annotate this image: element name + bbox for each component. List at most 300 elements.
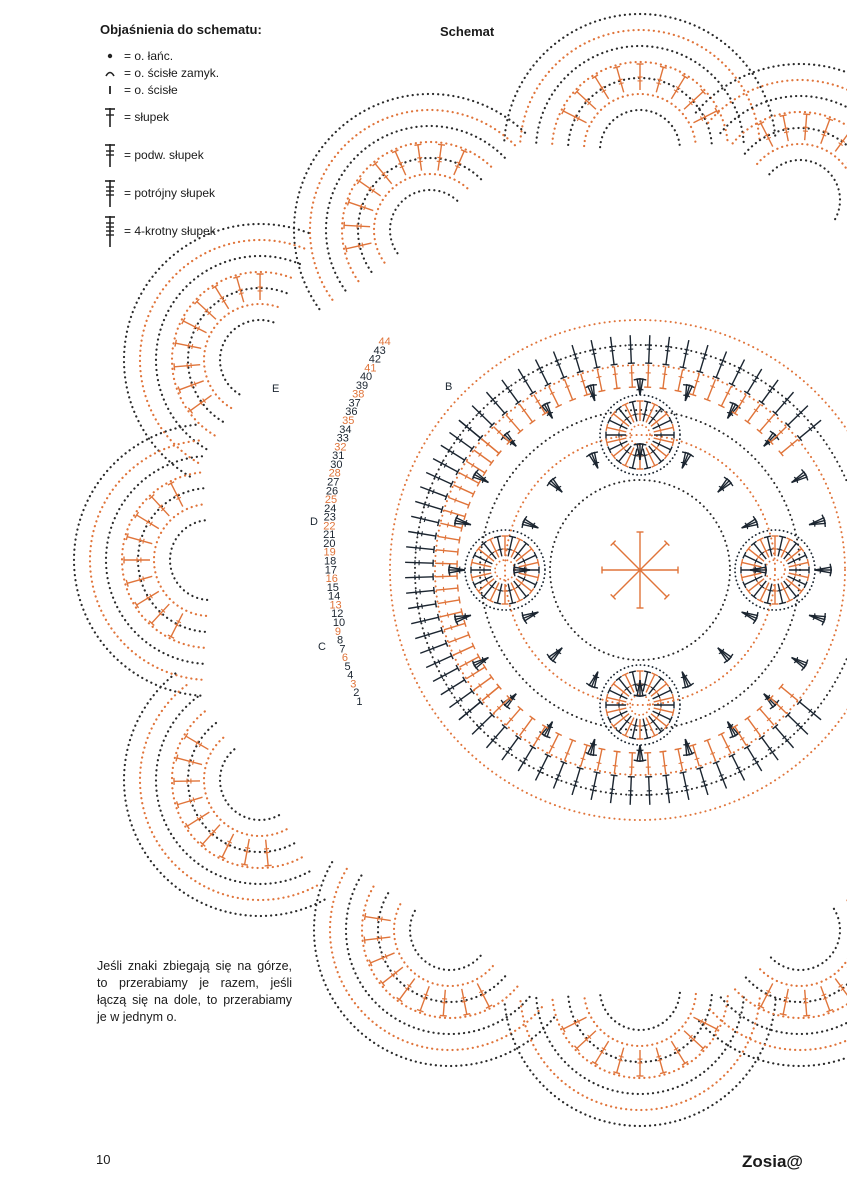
legend-title: Objaśnienia do schematu: <box>100 22 262 37</box>
wheel-stitch <box>518 555 536 564</box>
stitch-bar <box>592 353 597 354</box>
row-label: 23 <box>323 511 336 524</box>
stitch-bar <box>193 760 194 765</box>
wheel-stitch <box>472 562 491 566</box>
center-ray <box>640 543 667 570</box>
marker-label: B <box>445 381 453 393</box>
stitch-bar <box>507 549 512 550</box>
stitch-top <box>471 559 473 566</box>
wheel-stitch <box>607 708 626 712</box>
stitch-top <box>659 751 666 752</box>
row-label: 12 <box>331 608 344 621</box>
row-label: 17 <box>324 564 337 577</box>
border-fan-stitch <box>663 367 666 389</box>
chain-arc <box>156 696 309 884</box>
stitch-bar <box>498 590 503 591</box>
stitch-top <box>629 401 636 403</box>
chain-arc <box>745 128 847 238</box>
fan-stitch <box>553 479 562 492</box>
stitch-bar <box>437 157 442 158</box>
border-fan-stitch <box>648 753 649 775</box>
stitch-bar <box>795 572 796 577</box>
wheel-stitch <box>474 576 492 585</box>
border-fan-stitch <box>549 734 559 754</box>
chain-arc <box>584 994 696 1046</box>
stitch-top <box>629 467 636 469</box>
stitch-bar <box>656 83 661 84</box>
stitch-bar <box>665 789 670 790</box>
wheel-stitch <box>609 711 627 720</box>
stitch-top <box>547 654 551 660</box>
stitch-bar <box>428 632 429 637</box>
wheel-stitch <box>742 573 761 577</box>
stitch-top <box>675 748 682 749</box>
border-fan-stitch <box>678 369 683 391</box>
row-label: 9 <box>334 625 342 638</box>
wheel-stitch <box>654 427 673 431</box>
stitch-bar <box>451 625 452 630</box>
stitch-bar <box>498 549 503 550</box>
stitch-top <box>126 580 128 587</box>
stitch-bar <box>777 590 782 591</box>
border-fan-stitch <box>438 600 460 604</box>
wheel-stitch <box>490 583 499 601</box>
wheel-stitch <box>497 537 501 556</box>
row-label: 8 <box>337 634 344 647</box>
stitch-bar <box>484 563 485 568</box>
stitch-bar <box>424 633 425 638</box>
border-fan-stitch <box>663 752 666 774</box>
border-fan-stitch <box>534 727 545 746</box>
stitch-bar <box>619 83 624 84</box>
border-fan-stitch <box>520 718 533 736</box>
chain-arc <box>342 142 494 281</box>
row-label: 3 <box>350 678 357 691</box>
stitch-bar <box>143 539 144 544</box>
border-fan-stitch <box>748 718 761 736</box>
chain-arc <box>314 858 554 1066</box>
stitch-bar <box>422 604 423 609</box>
border-fan-stitch <box>520 404 533 422</box>
row-label: 24 <box>324 502 337 515</box>
stitch-top <box>494 602 501 604</box>
stitch-bar <box>362 243 363 248</box>
stitch-top <box>659 388 666 389</box>
wheel-stitch <box>778 584 782 603</box>
border-fan-stitch <box>707 740 715 760</box>
stitch-bar <box>684 786 689 787</box>
stitch-bar <box>381 936 382 941</box>
border-fan-stitch <box>435 576 457 577</box>
stitch-top <box>530 420 536 424</box>
border-fan-stitch <box>614 367 617 389</box>
stitch-top <box>613 66 620 68</box>
wheel-stitch <box>646 674 655 692</box>
chain-arc <box>106 456 203 663</box>
chain-arc <box>220 320 276 394</box>
stitch-bar <box>660 698 661 703</box>
stitch-bar <box>619 428 620 433</box>
stitch-top <box>606 709 608 716</box>
stitch-bar <box>613 374 618 375</box>
row-label: 14 <box>327 590 341 603</box>
wheel-stitch <box>643 672 647 691</box>
stitch-top <box>537 574 539 581</box>
row-label: 41 <box>364 362 377 375</box>
wheel-stitch <box>744 555 762 564</box>
row-label: 43 <box>373 344 386 357</box>
stitch-bar <box>662 765 667 766</box>
stitch-bar <box>581 380 586 381</box>
stitch-bar <box>484 572 485 577</box>
border-fan-stitch <box>735 727 746 746</box>
row-labels <box>272 336 452 708</box>
stitch-top <box>591 452 598 453</box>
chain-arc <box>600 993 680 1030</box>
stitch-bar <box>613 765 618 766</box>
border-fan-stitch <box>474 450 492 463</box>
stitch-bar <box>619 707 620 712</box>
stitch-top <box>779 602 786 604</box>
stitch-top <box>463 1014 470 1015</box>
stitch-bar <box>777 549 782 550</box>
stitch-top <box>490 674 494 680</box>
stitch-bar <box>642 725 647 726</box>
stitch-top <box>644 737 651 739</box>
stitch-top <box>174 363 175 370</box>
row-label: 10 <box>332 616 346 629</box>
border-fan-stitch <box>678 749 683 771</box>
wheel-stitch <box>760 539 769 557</box>
stitch-bar <box>437 161 442 162</box>
row-label: 33 <box>336 432 349 445</box>
legend-text: = o. ścisłe <box>124 82 178 97</box>
chain-arc <box>708 867 847 1050</box>
wheel-stitch <box>497 584 501 603</box>
stitch-bar <box>574 358 579 359</box>
fan-stitch <box>549 648 562 657</box>
stitch-top <box>606 439 608 446</box>
wheel-stitch <box>653 711 671 720</box>
chain-arc <box>156 256 301 449</box>
stitch-top <box>441 506 443 513</box>
stitch-top <box>764 536 771 538</box>
border-fan-stitch <box>781 439 798 453</box>
border-fan-stitch <box>453 646 473 655</box>
chain-arc <box>394 900 493 986</box>
wheel-stitch <box>607 427 626 431</box>
legend-text: = 4-krotny słupek <box>124 224 216 238</box>
wheel-stitch <box>625 674 634 692</box>
stitch-top <box>434 587 435 594</box>
stitch-symbols <box>124 64 847 1076</box>
chain-arc <box>172 709 302 868</box>
wheel-stitch <box>778 537 782 556</box>
petal-stitch <box>835 979 847 1000</box>
stitch-bar <box>139 577 140 582</box>
stitch-bar <box>660 707 661 712</box>
stitch-top <box>438 614 440 621</box>
border-fan-stitch <box>648 365 649 387</box>
border-fan-stitch <box>482 687 499 701</box>
stitch-top <box>490 460 494 466</box>
wheel-stitch <box>609 441 627 450</box>
wheel-stitch <box>472 573 491 577</box>
stitch-top <box>586 683 592 687</box>
chain-arc <box>584 94 696 146</box>
wheel-stitch <box>767 537 771 556</box>
border-fan-stitch <box>565 379 573 399</box>
border-fan-stitch <box>565 740 573 760</box>
chain-arc <box>536 46 743 143</box>
stitch-bar <box>581 758 586 759</box>
stitch-bar <box>592 786 597 787</box>
stitch-bar <box>422 531 423 536</box>
marker-label: D <box>310 516 318 528</box>
chain-arc <box>390 190 459 253</box>
border-fan-stitch <box>631 365 632 387</box>
stitch-bar <box>420 619 421 624</box>
wheel-stitch <box>742 562 761 566</box>
center-ray <box>640 570 667 597</box>
stitch-top <box>590 385 597 386</box>
stitch-top <box>757 521 758 528</box>
chain-arc <box>600 110 680 147</box>
stitch-bar <box>451 510 452 515</box>
stitch-top <box>660 1072 667 1074</box>
stitch-bar <box>381 917 382 922</box>
stitch-top <box>464 513 466 520</box>
stitch-top <box>662 364 669 365</box>
wheel-stitch <box>511 539 520 557</box>
stitch-top <box>629 737 636 739</box>
stitch-top <box>682 687 689 688</box>
border-fan-stitch <box>760 709 774 726</box>
stitch-bar <box>660 437 661 442</box>
stitch-top <box>438 144 445 145</box>
chain-arc <box>294 94 528 309</box>
stitch-bar <box>784 997 789 998</box>
chain-arc <box>154 504 206 616</box>
chain-arc <box>769 909 840 970</box>
row-label: 39 <box>355 379 369 392</box>
wheel-stitch <box>643 719 647 738</box>
stitch-top <box>614 751 621 752</box>
wheel-stitch <box>625 448 634 466</box>
center-ray <box>613 543 640 570</box>
stitch-top <box>265 865 272 866</box>
stitch-bar <box>619 698 620 703</box>
stitch-top <box>745 420 751 424</box>
wheel-stitch <box>654 438 673 442</box>
stitch-bar <box>139 538 140 543</box>
stitch-bar <box>597 762 602 763</box>
stitch-bar <box>424 502 425 507</box>
wheel-stitch <box>654 697 673 701</box>
stitch-top <box>175 340 176 347</box>
wheel-stitch <box>632 719 636 738</box>
stitch-bar <box>642 414 647 415</box>
stitch-bar <box>189 799 190 804</box>
stitch-top <box>672 424 674 431</box>
stitch-bar <box>193 797 194 802</box>
border-fan-stitch <box>549 386 559 406</box>
row-label: 30 <box>330 458 343 471</box>
row-label: 34 <box>339 423 352 436</box>
stitch-top <box>662 775 669 776</box>
stitch-top <box>644 401 651 403</box>
stitch-bar <box>143 576 144 581</box>
stitch-bar <box>684 349 689 350</box>
stitch-top <box>530 716 536 720</box>
wheel-stitch <box>788 576 806 585</box>
stitch-bar <box>618 79 623 80</box>
stitch-bar <box>701 781 706 782</box>
wheel-stitch <box>632 402 636 421</box>
stitch-bar <box>795 563 796 568</box>
stitch-top <box>523 516 527 522</box>
wheel-stitch <box>474 555 492 564</box>
chain-arc <box>757 144 847 230</box>
border-fan-stitch <box>436 550 458 552</box>
page-number: 10 <box>96 1152 111 1167</box>
stitch-top <box>504 431 510 435</box>
stitch-bar <box>445 600 446 605</box>
row-label: 25 <box>324 494 338 507</box>
stitch-top <box>741 559 743 566</box>
chain-arc <box>708 80 847 263</box>
border-fan-stitch <box>506 415 520 432</box>
row-label: 2 <box>353 687 360 700</box>
marker-label: C <box>318 641 326 653</box>
stitch-top <box>537 559 539 566</box>
chain-arc <box>733 112 847 247</box>
stitch-top <box>675 390 682 391</box>
stitch-bar <box>619 437 620 442</box>
stitch-top <box>365 913 366 920</box>
border-fan-stitch <box>748 404 761 422</box>
stitch-bar <box>364 205 366 210</box>
wheel-stitch <box>653 690 671 699</box>
center-ray <box>613 570 640 597</box>
stitch-top <box>803 114 810 115</box>
border-fan-stitch <box>448 497 469 505</box>
stitch-top <box>509 602 516 604</box>
chain-arc <box>220 748 279 820</box>
stitch-bar <box>701 358 706 359</box>
wheel-stitch <box>609 690 627 699</box>
border-fan-stitch <box>435 563 457 564</box>
stitch-top <box>614 388 621 389</box>
stitch-bar <box>695 380 700 381</box>
stitch-top <box>414 144 421 145</box>
stitch-top <box>522 612 523 619</box>
row-label: 27 <box>327 476 340 489</box>
stitch-bar <box>609 346 614 347</box>
stitch-top <box>458 585 459 592</box>
stitch-top <box>594 772 601 773</box>
stitch-top <box>741 574 743 581</box>
stitch-bar <box>784 132 789 133</box>
stitch-top <box>241 864 248 865</box>
chain-arc <box>204 735 287 836</box>
row-label: 15 <box>326 581 339 594</box>
stitch-bar <box>633 725 638 726</box>
stitch-top <box>770 705 776 709</box>
stitch-top <box>176 755 178 762</box>
stitch-top <box>690 394 697 396</box>
stitch-bar <box>660 428 661 433</box>
row-label: 42 <box>368 353 382 366</box>
stitch-bar <box>684 353 689 354</box>
border-fan-stitch <box>444 510 465 516</box>
stitch-top <box>509 536 516 538</box>
stitch-top <box>435 600 436 607</box>
stitch-bar <box>610 789 615 790</box>
stitch-top <box>455 613 456 620</box>
stitch-bar <box>679 762 684 763</box>
chain-arc <box>140 683 317 900</box>
row-label: 40 <box>359 371 373 384</box>
stitch-bar <box>591 790 596 791</box>
legend-text: = podw. słupek <box>124 148 204 162</box>
wheel-stitch <box>519 573 538 577</box>
stitch-bar <box>768 590 773 591</box>
stitch-top <box>459 597 460 604</box>
row-label: 1 <box>356 696 363 708</box>
stitch-top <box>753 618 757 624</box>
chain-arc <box>696 858 847 1066</box>
border-fan-stitch <box>453 485 473 494</box>
row-label: 31 <box>332 450 345 463</box>
stitch-top <box>644 467 651 469</box>
chain-arc <box>140 240 307 463</box>
row-label: 4 <box>347 669 354 682</box>
stitch-bar <box>418 161 423 162</box>
stitch-top <box>584 744 591 746</box>
stitch-bar <box>610 350 615 351</box>
fan-stitch <box>718 483 731 492</box>
stitch-top <box>494 536 501 538</box>
border-fan-stitch <box>707 379 715 399</box>
chain-arc <box>769 160 840 221</box>
stitch-top <box>606 694 608 701</box>
schemat-title: Schemat <box>440 24 495 39</box>
stitch-top <box>233 276 240 278</box>
stitch-bar <box>619 1056 624 1057</box>
stitch-bar <box>447 523 448 528</box>
chain-arc <box>124 224 313 477</box>
stitch-top <box>471 574 473 581</box>
border-fan-stitch <box>693 374 699 395</box>
stitch-top <box>779 536 786 538</box>
stitch-bar <box>597 376 602 377</box>
stitch-bar <box>768 549 773 550</box>
chain-arc <box>310 110 517 300</box>
stitch-top <box>780 1014 787 1015</box>
stitch-top <box>672 709 674 716</box>
stitch-bar <box>703 785 708 786</box>
stitch-top <box>803 1015 810 1016</box>
stitch-bar <box>424 618 425 623</box>
chain-arc <box>330 867 542 1050</box>
stitch-bar <box>417 157 422 158</box>
row-label: 5 <box>344 660 351 673</box>
stitch-top <box>807 574 809 581</box>
border-fan-stitch <box>721 734 731 754</box>
stitch-top <box>745 716 751 720</box>
wheel-stitch <box>519 562 538 566</box>
